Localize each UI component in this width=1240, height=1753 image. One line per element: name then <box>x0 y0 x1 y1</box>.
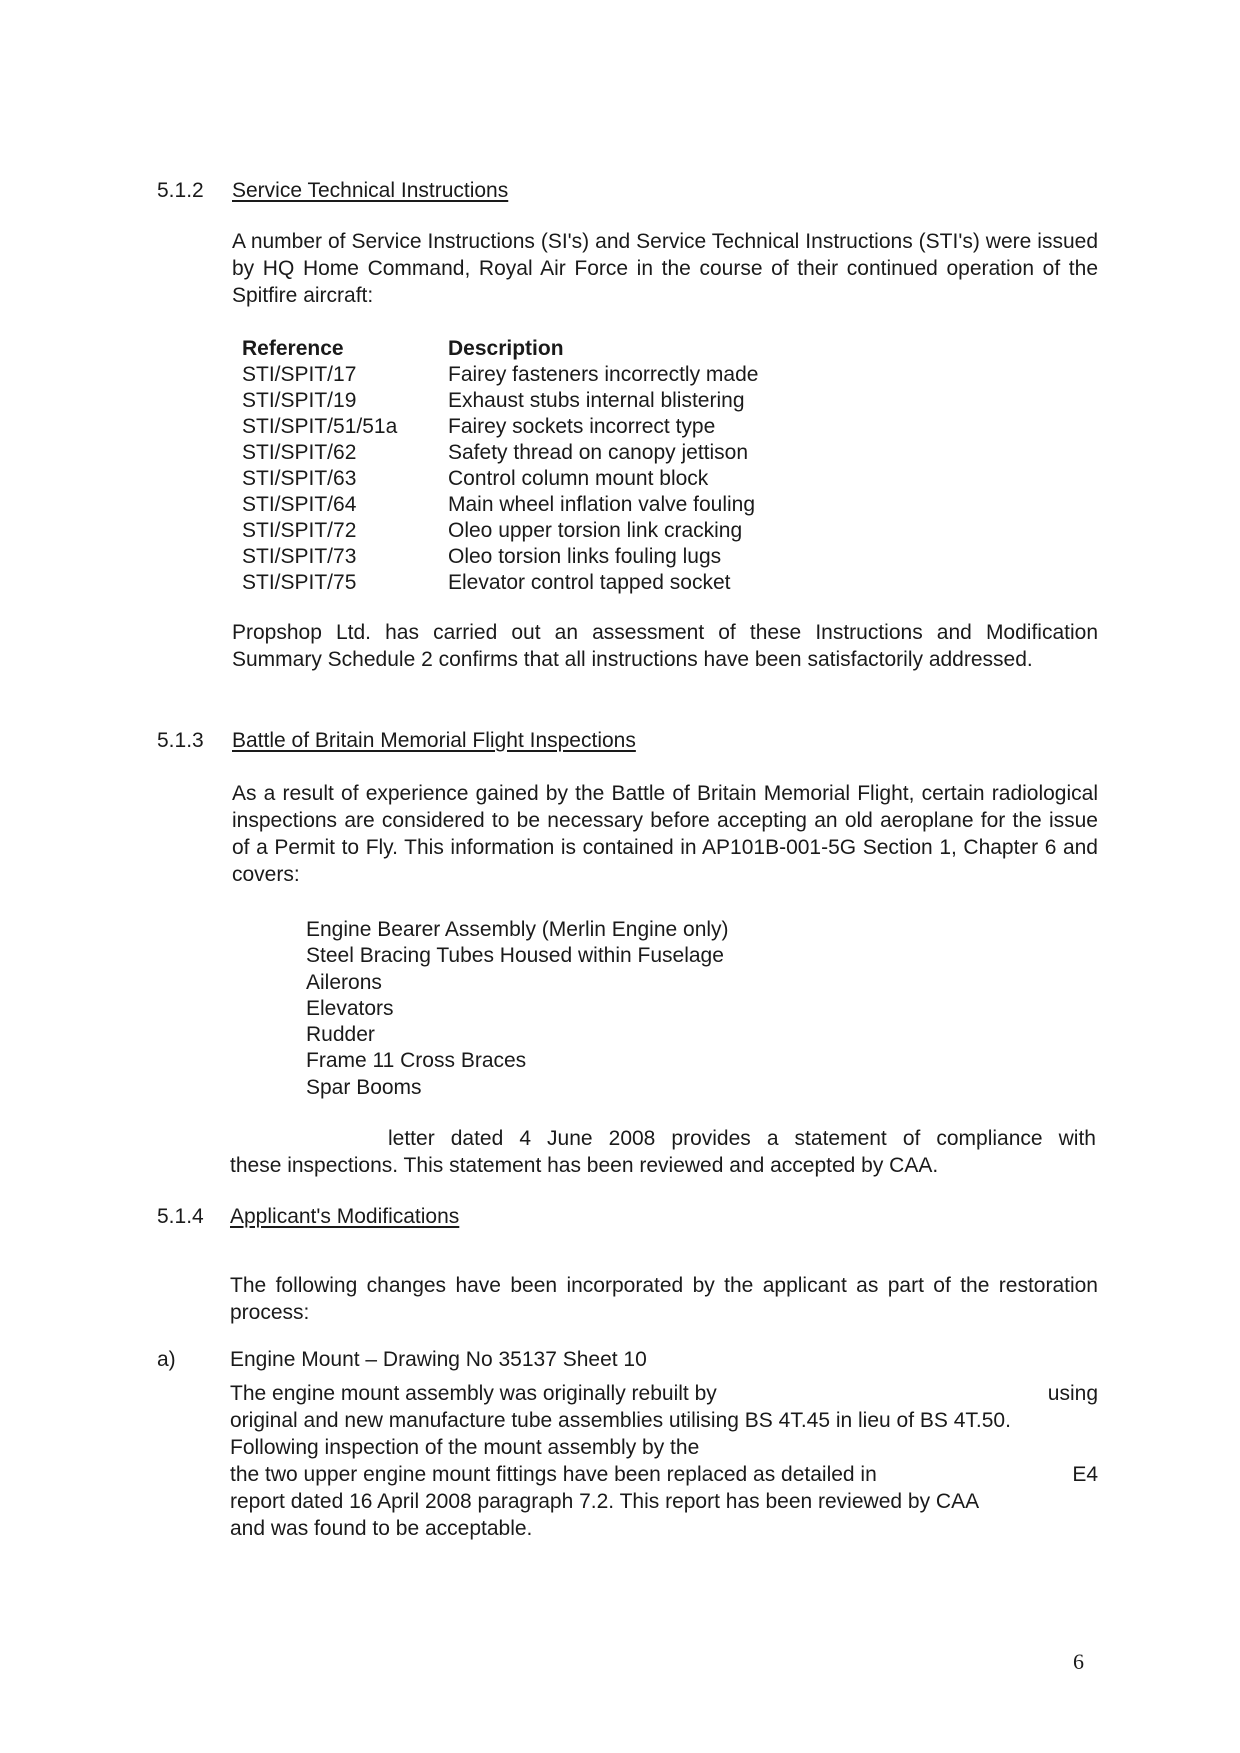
table-cell: STI/SPIT/51/51a <box>242 415 398 438</box>
table-row <box>242 492 758 518</box>
list-item: Steel Bracing Tubes Housed within Fuselage <box>306 944 724 968</box>
table-cell: Main wheel inflation valve fouling <box>448 493 756 516</box>
table-header-row <box>242 336 758 362</box>
table-cell: STI/SPIT/72 <box>242 519 357 542</box>
list-item: Rudder <box>306 1023 375 1047</box>
column-header: Reference <box>242 337 344 360</box>
table-cell: Exhaust stubs internal blistering <box>448 389 745 412</box>
table-row <box>242 466 758 492</box>
section-title: Battle of Britain Memorial Flight Inspections <box>232 729 636 752</box>
table-cell: STI/SPIT/75 <box>242 571 357 594</box>
section-title: Applicant's Modifications <box>230 1205 460 1228</box>
text-line: and was found to be acceptable. <box>230 1517 533 1540</box>
item-paragraph <box>230 1380 1098 1542</box>
section-number: 5.1.4 <box>157 1205 204 1228</box>
table-cell: Fairey fasteners incorrectly made <box>448 363 759 386</box>
list-item: Frame 11 Cross Braces <box>306 1049 527 1073</box>
inspection-list <box>306 917 729 1101</box>
table-cell: Safety thread on canopy jettison <box>448 441 749 464</box>
table-row <box>242 414 758 440</box>
text-line: Following inspection of the mount assembly by the <box>230 1436 700 1459</box>
text-line: original and new manufacture tube assemblies utilising BS 4T.45 in lieu of BS 4T.50. <box>230 1409 1011 1432</box>
text-fragment: the two upper engine mount fittings have been replaced as detailed in <box>230 1463 877 1486</box>
list-item: Engine Bearer Assembly (Merlin Engine only) <box>306 918 729 941</box>
table-cell: STI/SPIT/62 <box>242 441 357 464</box>
table-row <box>242 362 758 388</box>
text-fragment: E4 <box>1072 1463 1098 1486</box>
table-cell: Fairey sockets incorrect type <box>448 415 716 438</box>
paragraph: As a result of experience gained by the Battle of Britain Memorial Flight, certain radiological inspections are considered to be necessary before accepting an old aeroplane for the issue of a Permit to Fly. This information is contained in AP101B-001-5G Section 1, Chapter 6 and covers: <box>232 782 1098 886</box>
item-title: Engine Mount – Drawing No 35137 Sheet 10 <box>230 1348 647 1371</box>
list-item: Ailerons <box>306 970 382 994</box>
table-cell: STI/SPIT/17 <box>242 363 357 386</box>
text-line <box>230 1380 1098 1407</box>
paragraph: The following changes have been incorporated by the applicant as part of the restoration process: <box>230 1274 1098 1324</box>
table-cell: Oleo upper torsion link cracking <box>448 519 743 542</box>
sti-table <box>242 336 758 596</box>
table-cell: STI/SPIT/19 <box>242 389 357 412</box>
paragraph: Propshop Ltd. has carried out an assessment of these Instructions and Modification Summary Schedule 2 confirms that all instructions have been satisfactorily addressed. <box>232 621 1098 671</box>
item-label: a) <box>157 1348 176 1371</box>
table-cell: Elevator control tapped socket <box>448 571 731 594</box>
text-line <box>230 1461 1098 1488</box>
table-row <box>242 388 758 414</box>
paragraph: A number of Service Instructions (SI's) and Service Technical Instructions (STI's) were issued by HQ Home Command, Royal Air Force in the course of their continued operation of the Spitfire aircraft: <box>232 230 1098 307</box>
table-cell: STI/SPIT/64 <box>242 493 357 516</box>
table-row <box>242 518 758 544</box>
page-number: 6 <box>1073 1649 1084 1674</box>
section-title: Service Technical Instructions <box>232 179 509 202</box>
table-cell: Control column mount block <box>448 467 709 490</box>
section-number: 5.1.2 <box>157 179 204 202</box>
letter-statement-line: letter dated 4 June 2008 provides a statement of compliance with <box>388 1127 1096 1150</box>
column-header: Description <box>448 337 564 360</box>
table-cell: STI/SPIT/63 <box>242 467 357 490</box>
section-number: 5.1.3 <box>157 729 204 752</box>
table-row <box>242 570 758 596</box>
list-item: Elevators <box>306 996 394 1020</box>
table-row <box>242 544 758 570</box>
text-fragment: using <box>1047 1382 1098 1405</box>
letter-statement-line: these inspections. This statement has been reviewed and accepted by CAA. <box>230 1154 939 1177</box>
text-line: report dated 16 April 2008 paragraph 7.2. This report has been reviewed by CAA <box>230 1490 980 1513</box>
text-fragment: The engine mount assembly was originally rebuilt by <box>230 1382 717 1405</box>
list-item: Spar Booms <box>306 1075 422 1099</box>
table-cell: Oleo torsion links fouling lugs <box>448 545 722 568</box>
table-row <box>242 440 758 466</box>
table-cell: STI/SPIT/73 <box>242 545 357 568</box>
